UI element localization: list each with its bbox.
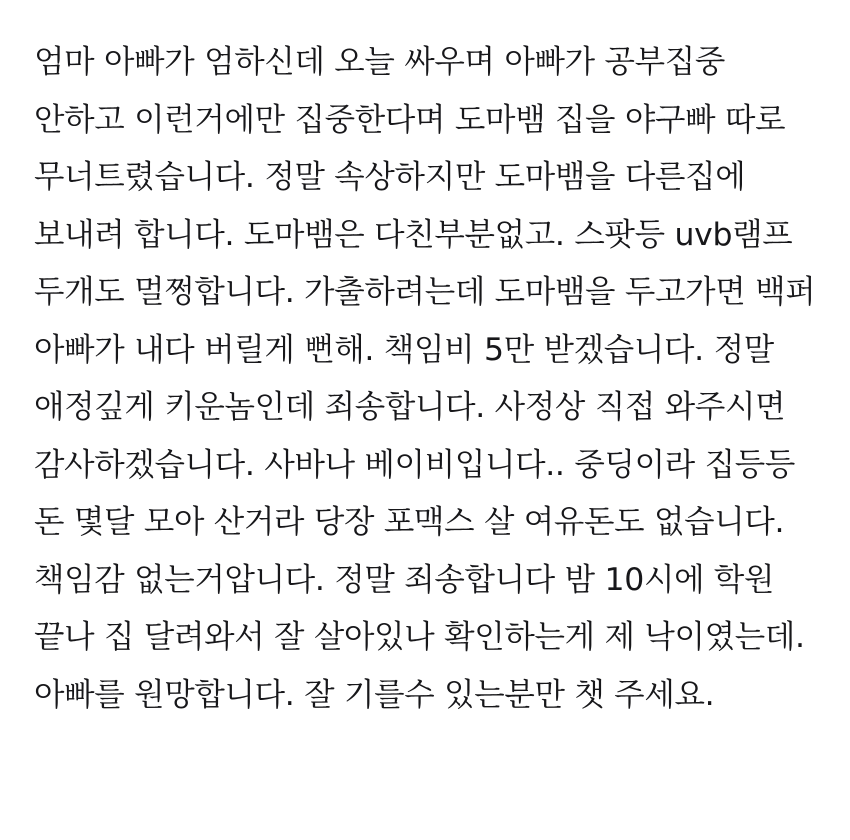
post-body-text: 엄마 아빠가 엄하신데 오늘 싸우며 아빠가 공부집중 안하고 이런거에만 집중한다며 도마뱀 집을 야구빠 따로 무너트렸습니다. 정말 속상하지만 도마뱀을 다른집에 보내려 합니다. 도마뱀은 다친부분없고. 스팟등 uvb램프 두개도 멀쩡합니다. 가출하려는데 도마뱀을 두고가면 백퍼 아빠가 내다 버릴게 뻔해. 책임비 5만 받겠습니다. 정말 애정깊게 키운놈인데 죄송합니다. 사정상 직접 와주시면 감사하겠습니다. 사바나 베이비입니다.. 중딩이라 집등등 돈 몇달 모아 산거라 당장 포맥스 살 여유돈도 없습니다. 책임감 없는거압니다. 정말 죄송합니다 밤 10시에 학원 끝나 집 달려와서 잘 살아있나 확인하는게 제 낙이였는데. 아빠를 원망합니다. 잘 기를수 있는분만 챗 주세요. bbox=[34, 44, 826, 713]
